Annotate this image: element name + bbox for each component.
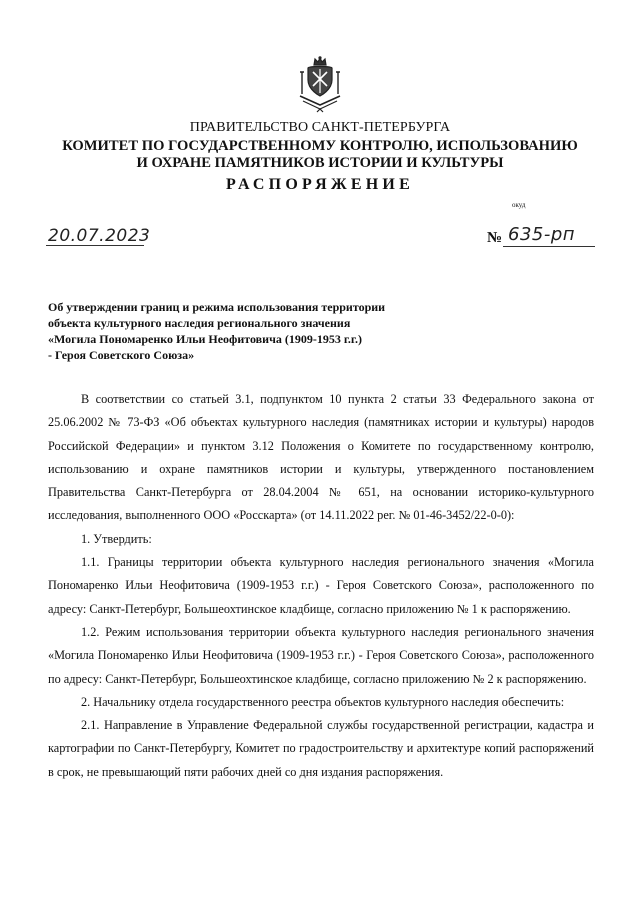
committee-name-line2: И ОХРАНЕ ПАМЯТНИКОВ ИСТОРИИ И КУЛЬТУРЫ <box>136 155 504 171</box>
clause-1-2: 1.2. Режим использования территории объекта культурного наследия регионального значения «Могила Пономаренко Ильи Неофитовича (1909-1953 г.г.) - Героя Советского Союза», расположенного по адресу: Санкт-Петербург, Большеохтинское кладбище, согласно приложению № 2 к распоряжению. <box>48 624 594 686</box>
clause-1: 1. Утвердить: <box>81 531 152 546</box>
coat-of-arms-icon <box>297 56 343 114</box>
clause-1-1: 1.1. Границы территории объекта культурного наследия регионального значения «Могила Пономаренко Ильи Неофитовича (1909-1953 г.г.) - Героя Советского Союза», расположенного по адресу: Санкт-Петербург, Большеохтинское кладбище, согласно приложению № 1 к распоряжению. <box>48 555 594 616</box>
government-name: ПРАВИТЕЛЬСТВО САНКТ-ПЕТЕРБУРГА <box>189 120 451 135</box>
title-line: Об утверждении границ и режима использования территории <box>48 300 386 314</box>
document-title <box>48 299 385 363</box>
clause-2-1: 2.1. Направление в Управление Федеральной службы государственной регистрации, кадастра и картографии по Санкт-Петербургу, Комитет по градостроительству и архитектуре копий распоряжений в срок, не превышающий пяти рабочих дней со дня издания распоряжения. <box>48 718 594 779</box>
number-sign: № <box>487 230 503 246</box>
title-line: объекта культурного наследия регионального значения <box>48 316 351 330</box>
date-underline <box>46 245 144 246</box>
title-line: «Могила Пономаренко Ильи Неофитовича (1909-1953 г.г.) <box>48 332 363 346</box>
document-type: РАСПОРЯЖЕНИЕ <box>226 176 414 193</box>
document-date: 20.07.2023 <box>48 226 151 246</box>
committee-name-line1: КОМИТЕТ ПО ГОСУДАРСТВЕННОМУ КОНТРОЛЮ, ИСПОЛЬЗОВАНИЮ <box>62 138 578 154</box>
okud-label: окуд <box>512 201 526 209</box>
clause-2: 2. Начальнику отдела государственного реестра объектов культурного наследия обеспечить: <box>81 694 565 709</box>
title-line: - Героя Советского Союза» <box>48 348 195 362</box>
number-underline <box>503 246 595 247</box>
document-body <box>48 388 594 784</box>
document-number: 635-рп <box>508 224 576 245</box>
preamble-paragraph: В соответствии со статьей 3.1, подпунктом 10 пункта 2 статьи 33 Федерального закона от 25.06.2002 № 73-ФЗ «Об объектах культурного наследия (памятниках истории и культуры) народов Российской Федерации» и пунктом 3.12 Положения о Комитете по государственному контролю, использованию и охране памятников истории и культуры, утвержденного постановлением Правительства Санкт-Петербурга от 28.04.2004 № 651, на основании историко-культурного исследования, выполненного ООО «Росскарта» (от 14.11.2022 рег. № 01-46-3452/22-0-0): <box>48 392 594 523</box>
